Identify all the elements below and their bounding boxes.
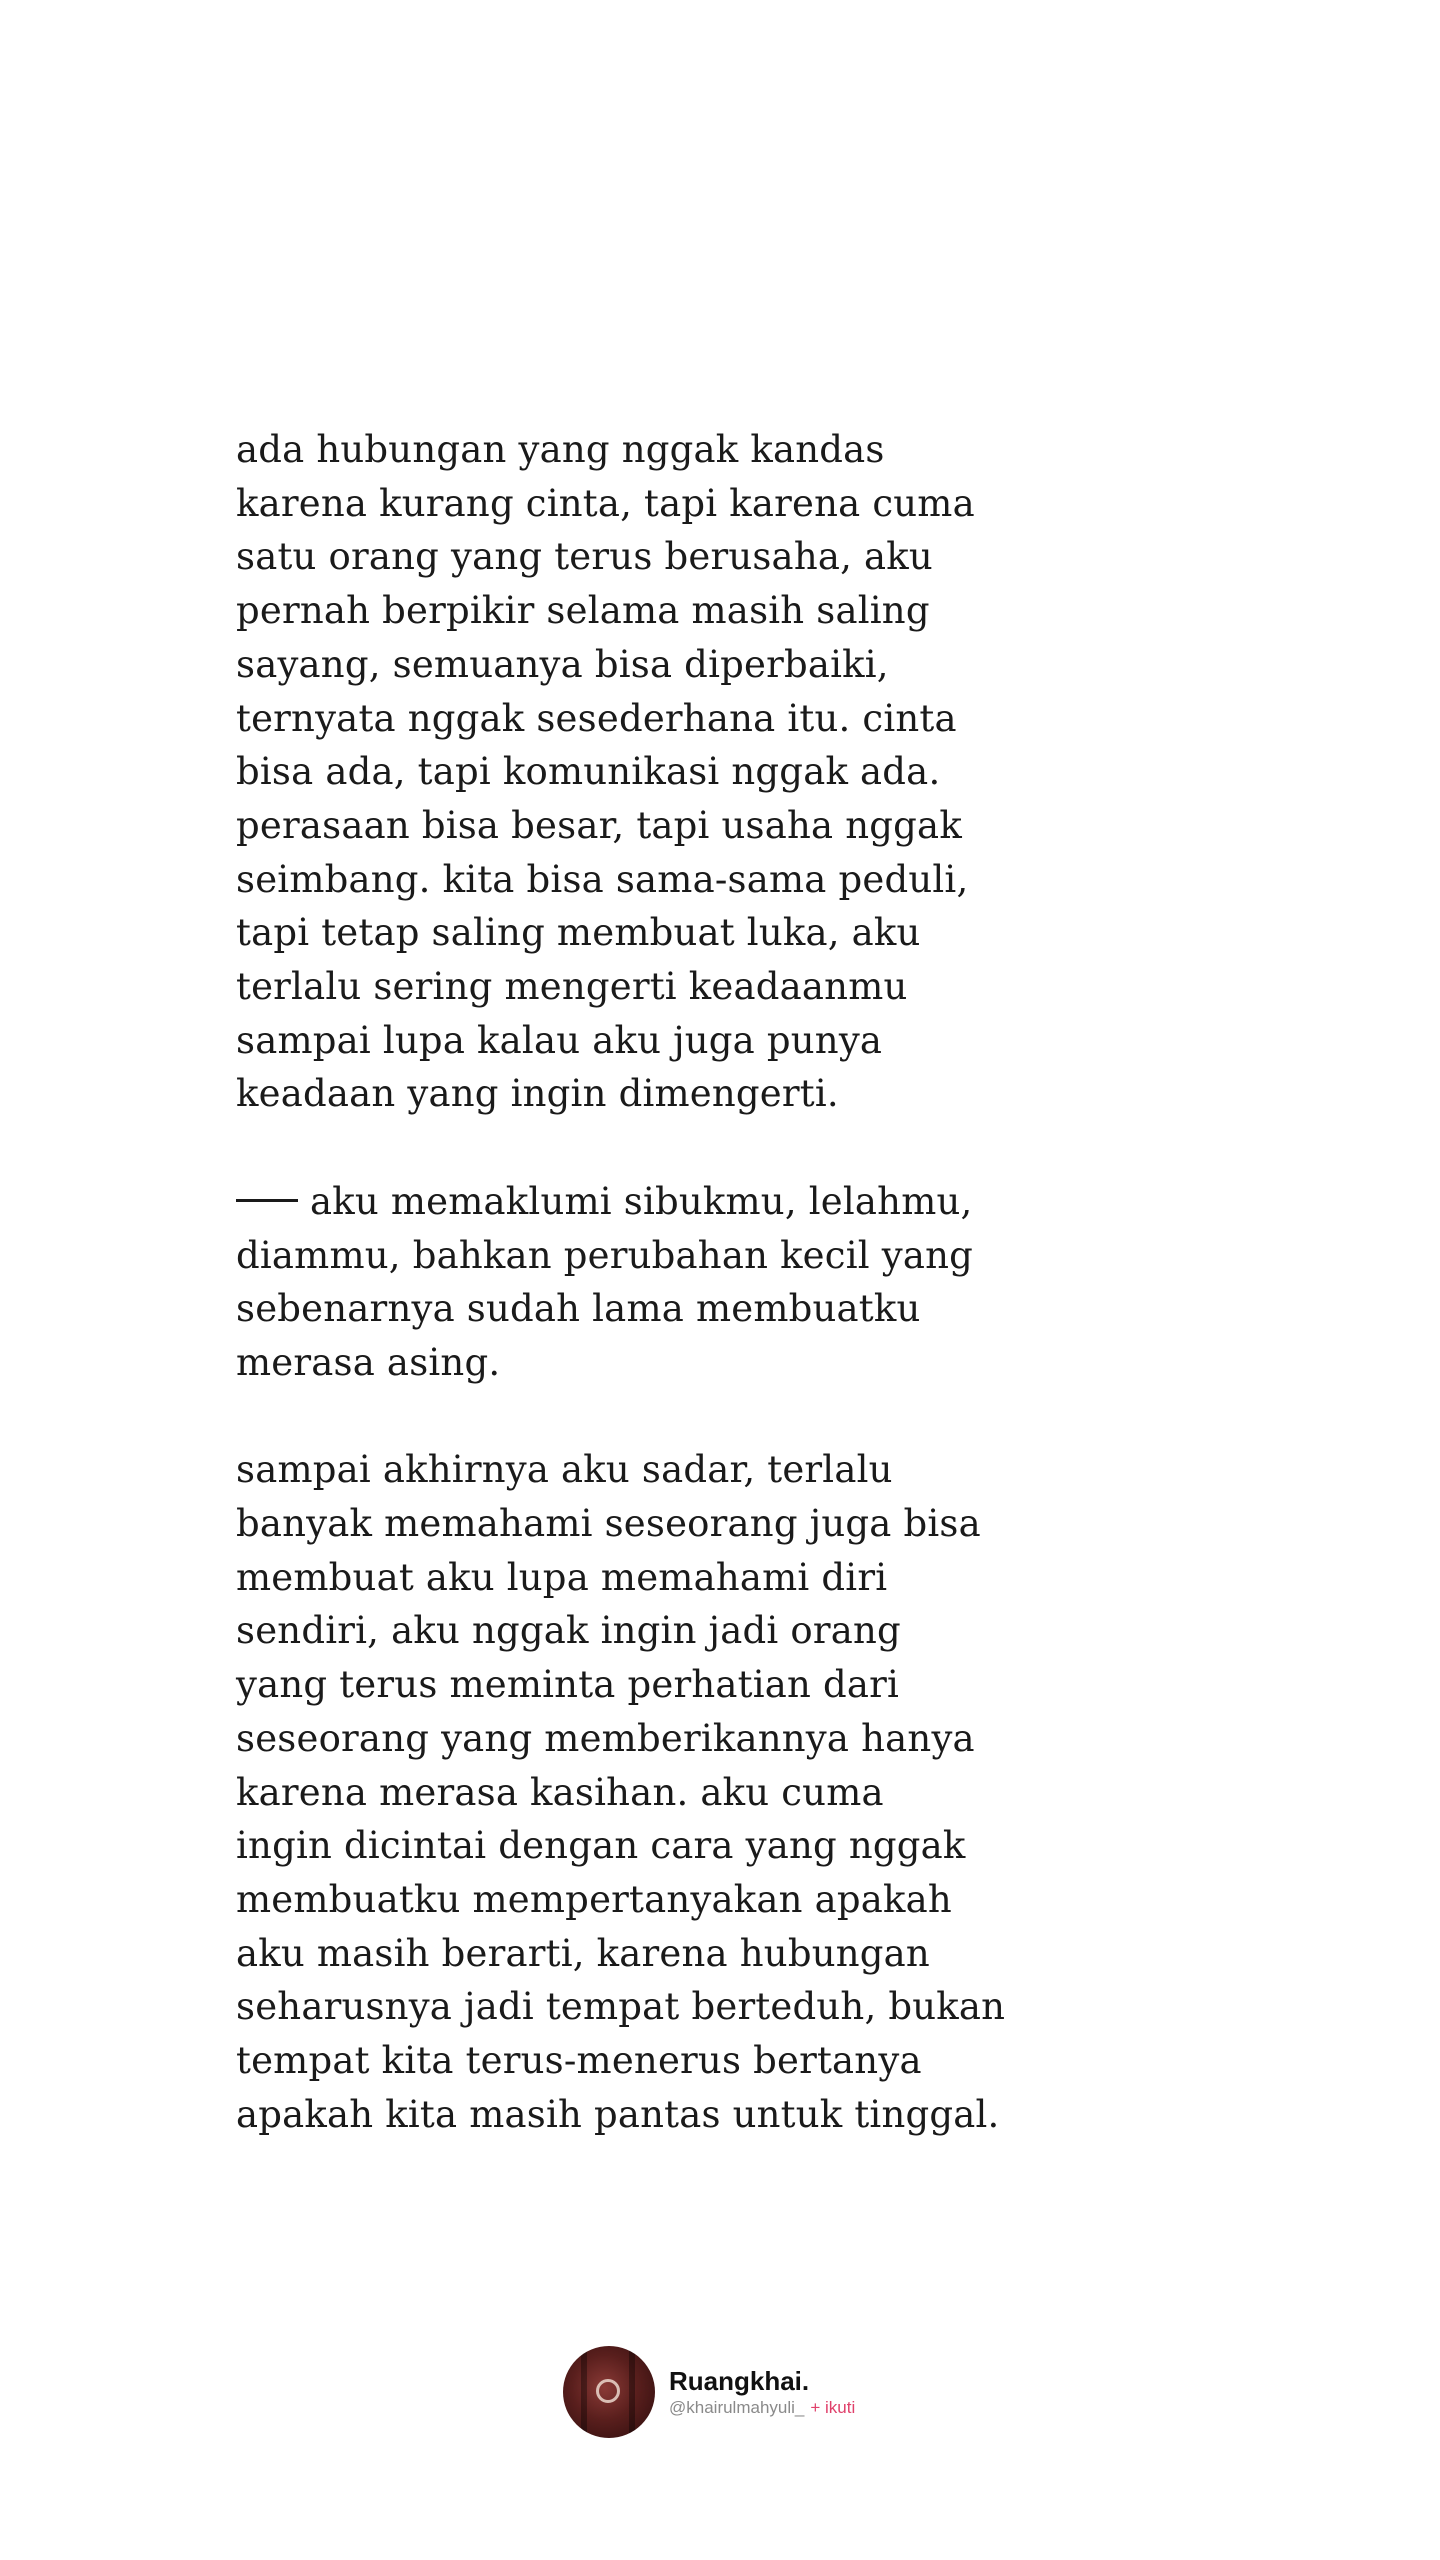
author-subline xyxy=(669,2397,855,2419)
avatar-stripe xyxy=(581,2346,587,2438)
poem-line: sendiri, aku nggak ingin jadi orang xyxy=(236,1609,901,1653)
poem-line: karena kurang cinta, tapi karena cuma xyxy=(236,481,975,525)
poem-line: merasa asing. xyxy=(236,1340,501,1384)
poem-line: terlalu sering mengerti keadaanmu xyxy=(236,965,908,1009)
poem-line: sayang, semuanya bisa diperbaiki, xyxy=(236,642,889,686)
avatar[interactable] xyxy=(563,2346,655,2438)
em-dash-rule xyxy=(236,1199,298,1202)
poem-line: karena merasa kasihan. aku cuma xyxy=(236,1770,884,1814)
poem-line: banyak memahami seseorang juga bisa xyxy=(236,1502,981,1546)
stanza-3 xyxy=(236,1443,1236,2141)
poem-line: apakah kita masih pantas untuk tinggal. xyxy=(236,2092,1000,2136)
poem-line: sampai lupa kalau aku juga punya xyxy=(236,1018,883,1062)
author-info xyxy=(669,2365,855,2419)
poem-line-dash xyxy=(236,1175,1236,1229)
poem-line: seimbang. kita bisa sama-sama peduli, xyxy=(236,857,969,901)
poem-line: perasaan bisa besar, tapi usaha nggak xyxy=(236,803,962,847)
poem-line: seseorang yang memberikannya hanya xyxy=(236,1716,975,1760)
poem-line: yang terus meminta perhatian dari xyxy=(236,1663,900,1707)
poem-line: sampai akhirnya aku sadar, terlalu xyxy=(236,1448,893,1492)
follow-button[interactable]: + ikuti xyxy=(810,2398,856,2417)
poem-line: membuatku mempertanyakan apakah xyxy=(236,1877,952,1921)
author-badge[interactable] xyxy=(563,2346,855,2438)
author-name[interactable]: Ruangkhai. xyxy=(669,2366,810,2396)
poem-line: diammu, bahkan perubahan kecil yang xyxy=(236,1233,974,1277)
poem-line: membuat aku lupa memahami diri xyxy=(236,1555,888,1599)
poem-line: ternyata nggak sesederhana itu. cinta xyxy=(236,696,957,740)
stanza-1 xyxy=(236,423,1236,1121)
poem-line: seharusnya jadi tempat berteduh, bukan xyxy=(236,1985,1006,2029)
poem-line: aku masih berarti, karena hubungan xyxy=(236,1931,930,1975)
poem-line: tapi tetap saling membuat luka, aku xyxy=(236,911,921,955)
poem-line: tempat kita terus-menerus bertanya xyxy=(236,2039,922,2083)
poem-line: bisa ada, tapi komunikasi nggak ada. xyxy=(236,750,941,794)
poem-line: satu orang yang terus berusaha, aku xyxy=(236,535,933,579)
logo-icon xyxy=(596,2379,620,2403)
poem-line: keadaan yang ingin dimengerti. xyxy=(236,1072,839,1116)
author-handle[interactable]: @khairulmahyuli_ xyxy=(669,2398,805,2417)
poem-line: ingin dicintai dengan cara yang nggak xyxy=(236,1824,966,1868)
poem-body xyxy=(236,423,1236,2195)
poem-line: aku memaklumi sibukmu, lelahmu, xyxy=(310,1179,973,1223)
poem-line: ada hubungan yang nggak kandas xyxy=(236,428,885,471)
stanza-2 xyxy=(236,1175,1236,1390)
poem-line: pernah berpikir selama masih saling xyxy=(236,589,930,633)
poem-line: sebenarnya sudah lama membuatku xyxy=(236,1287,921,1331)
avatar-stripe xyxy=(629,2346,635,2438)
